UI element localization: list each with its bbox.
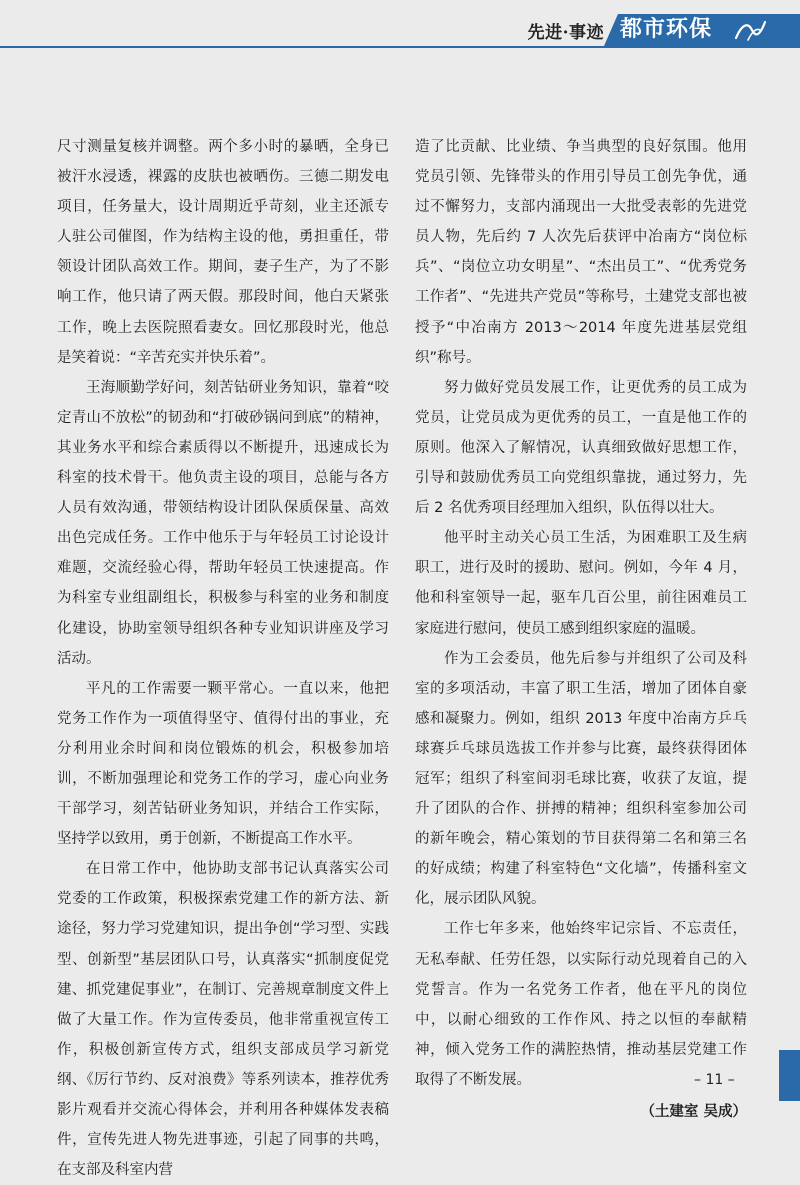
footer-accent-bar [779,1050,800,1101]
section-label: 先进·事迹 [527,23,604,43]
paragraph: 在日常工作中，他协助支部书记认真落实公司党委的工作政策，积极探索党建工作的新方法、新途径，努力学习党建知识，提出争创“学习型、实践型、创新型”基层团队口号，认真落实“抓制度促党建、抓党建促事业”，在制订、完善规章制度文件上做了大量工作。作为宣传委员，他非常重视宣传工作，积极创新宣传方式，组织支部成员学习新党纲、《厉行节约、反对浪费》等系列读本，推荐优秀影片观看并交流心得体会，并利用各种媒体发表稿件，宣传先进人物先进事迹，引起了同事的共鸣，在支部及科室内营 [57,861,389,1179]
paragraph: 尺寸测量复核并调整。两个多小时的暴晒，全身已被汗水浸透，裸露的皮肤也被晒伤。三德二期发电项目，任务量大，设计周期近乎苛刻，业主还派专人驻公司催图，作为结构主设的他，勇担重任，带领设计团队高效工作。期间，妻子生产，为了不影响工作，他只请了两天假。那段时间，他白天紧张工作，晚上去医院照看妻女。回忆那段时光，他总是笑着说：“辛苦充实并快乐着”。 [57,139,389,366]
brand-swoosh-icon [734,18,768,44]
paragraph: 平凡的工作需要一颗平常心。一直以来，他把党务工作作为一项值得坚守、值得付出的事业，充分利用业余时间和岗位锻炼的机会，积极参加培训，不断加强理论和党务工作的学习，虚心向业务干部学习，刻苦钻研业务知识，并结合工作实际，坚持学以致用，勇于创新，不断提高工作水平。 [57,680,389,848]
author-signature: （土建室 吴成） [640,1104,747,1120]
header-rule [0,46,800,48]
article-column-right [415,132,747,1127]
brand-title: 都市环保 [620,17,713,42]
article-column-left [57,132,389,1185]
paragraph: 工作七年多来，他始终牢记宗旨、不忘责任，无私奉献、任劳任怨，以实际行动兑现着自己的入党誓言。作为一名党务工作者，他在平凡的岗位中，以耐心细致的工作作风、持之以恒的奉献精神，倾入党务工作的满腔热情，推动基层党建工作取得了不断发展。 [415,921,747,1088]
paragraph: 努力做好党员发展工作，让更优秀的员工成为党员，让党员成为更优秀的员工，一直是他工作的原则。他深入了解情况，认真细致做好思想工作，引导和鼓励优秀员工向党组织靠拢，通过努力，先后 2 名优秀项目经理加入组织，队伍得以壮大。 [415,379,747,517]
paragraph: 他平时主动关心员工生活，为困难职工及生病职工，进行及时的援助、慰问。例如，今年 4 月，他和科室领导一起，驱车几百公里，前往困难员工家庭进行慰问，使员工感到组织家庭的温暖。 [415,530,747,637]
page-number: – 11 – [694,1072,735,1088]
paragraph: 王海顺勤学好问，刻苦钻研业务知识，靠着“咬定青山不放松”的韧劲和“打破砂锅问到底”的精神，其业务水平和综合素质得以不断提升，迅速成长为科室的技术骨干。他负责主设的项目，总能与各方人员有效沟通，带领结构设计团队保质保量、高效出色完成任务。工作中他乐于与年轻员工讨论设计难题，交流经验心得，帮助年轻员工快速提高。作为科室专业组副组长，积极参与科室的业务和制度化建设，协助室领导组织各种专业知识讲座及学习活动。 [57,379,389,667]
paragraph: 造了比贡献、比业绩、争当典型的良好氛围。他用党员引领、先锋带头的作用引导员工创先争优，通过不懈努力，支部内涌现出一大批受表彰的先进党员人物，先后约 7 人次先后获评中冶南方“岗位标兵”、“岗位立功女明星”、“杰出员工”、“优秀党务工作者”、“先进共产党员”等称号，土建党支部也被授予“中冶南方 2013～2014 年度先进基层党组织”称号。 [415,139,747,366]
paragraph: 作为工会委员，他先后参与并组织了公司及科室的多项活动，丰富了职工生活，增加了团体自豪感和凝聚力。例如，组织 2013 年度中冶南方乒乓球赛乒乓球员选拔工作并参与比赛，最终获得团体冠军；组织了科室间羽毛球比赛，收获了友谊，提升了团队的合作、拼搏的精神；组织科室参加公司的新年晚会，精心策划的节目获得第二名和第三名的好成绩；构建了科室特色“文化墙”，传播科室文化，展示团队风貌。 [415,650,747,908]
page-header [0,0,800,62]
